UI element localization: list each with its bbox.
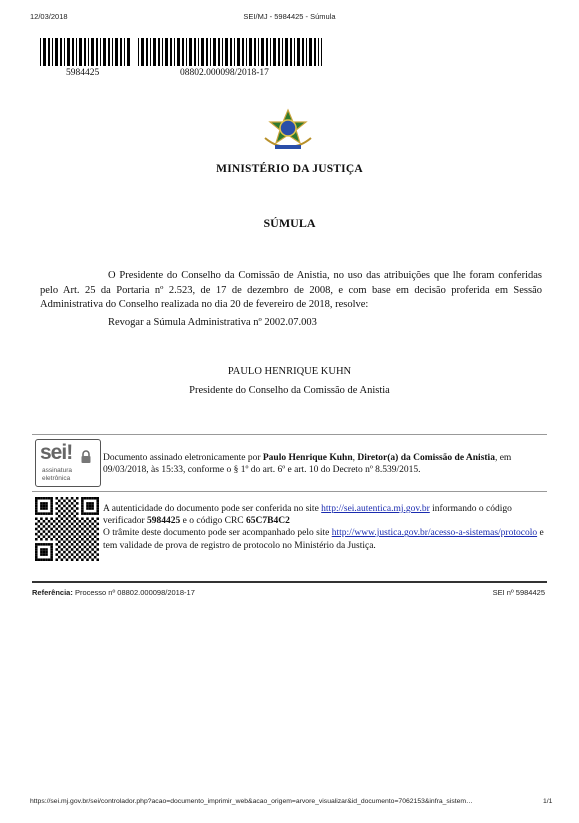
page-number: 1/1 xyxy=(543,798,553,805)
authenticity-statement: A autenticidade do documento pode ser conferida no site http://sei.autentica.mj.gov.br informando o código verificador 5984425 e o código CRC 65C7B4C2 O trâmite deste documento pode ser acompanhado pelo site http://www.justica.gov.br/acesso-a-sistemas/protocolo e tem validade de prova de registro de protocolo no Ministério da Justiça. xyxy=(103,504,544,551)
barcode-right xyxy=(138,38,322,66)
reference: Referência: Processo nº 08802.000098/2018-17 xyxy=(32,588,195,597)
barcode-label-right: 08802.000098/2018-17 xyxy=(180,68,269,78)
divider xyxy=(32,491,547,492)
qr-code xyxy=(35,497,99,561)
print-url: https://sei.mj.gov.br/sei/controlador.php?acao=documento_imprimir_web&acao_origem=arvore_visualizar&id_documento=7062153&infra_sistem… xyxy=(30,798,473,805)
lock-icon xyxy=(80,450,92,462)
sei-signature-logo: sei! assinatura eletrônica xyxy=(35,439,101,487)
protocol-link[interactable]: http://www.justica.gov.br/acesso-a-sistemas/protocolo xyxy=(331,528,538,539)
decision-text: Revogar a Súmula Administrativa nº 2002.07.003 xyxy=(108,317,317,328)
divider xyxy=(32,434,547,435)
footer-divider xyxy=(32,581,547,583)
print-date: 12/03/2018 xyxy=(30,12,68,21)
coat-of-arms-icon xyxy=(257,108,319,152)
print-doc-title: SEI/MJ - 5984425 - Súmula xyxy=(243,12,336,21)
barcode-left xyxy=(40,38,130,66)
ministry-heading: MINISTÉRIO DA JUSTIÇA xyxy=(216,163,363,175)
body-paragraph: O Presidente do Conselho da Comissão de Anistia, no uso das atribuições que lhe foram conferidas pelo Art. 25 da Portaria nº 2.523, de 17 de dezembro de 2008, e com base em decisão proferida em Sessão Administrativa do Conselho realizada no dia 20 de fevereiro de 2018, resolve: xyxy=(40,270,542,310)
authenticity-link[interactable]: http://sei.autentica.mj.gov.br xyxy=(321,504,430,514)
signer-name: PAULO HENRIQUE KUHN xyxy=(227,366,352,377)
signature-statement: Documento assinado eletronicamente por Paulo Henrique Kuhn, Diretor(a) da Comissão de Anistia, em 09/03/2018, às 15:33, conforme o § 1º do art. 6º e art. 10 do Decreto nº 8.539/2015. xyxy=(103,453,512,475)
barcode-label-left: 5984425 xyxy=(66,68,100,78)
signer-role: Presidente do Conselho da Comissão de Anistia xyxy=(189,385,390,396)
sei-number: SEI nº 5984425 xyxy=(492,588,545,597)
document-title: SÚMULA xyxy=(263,216,316,230)
